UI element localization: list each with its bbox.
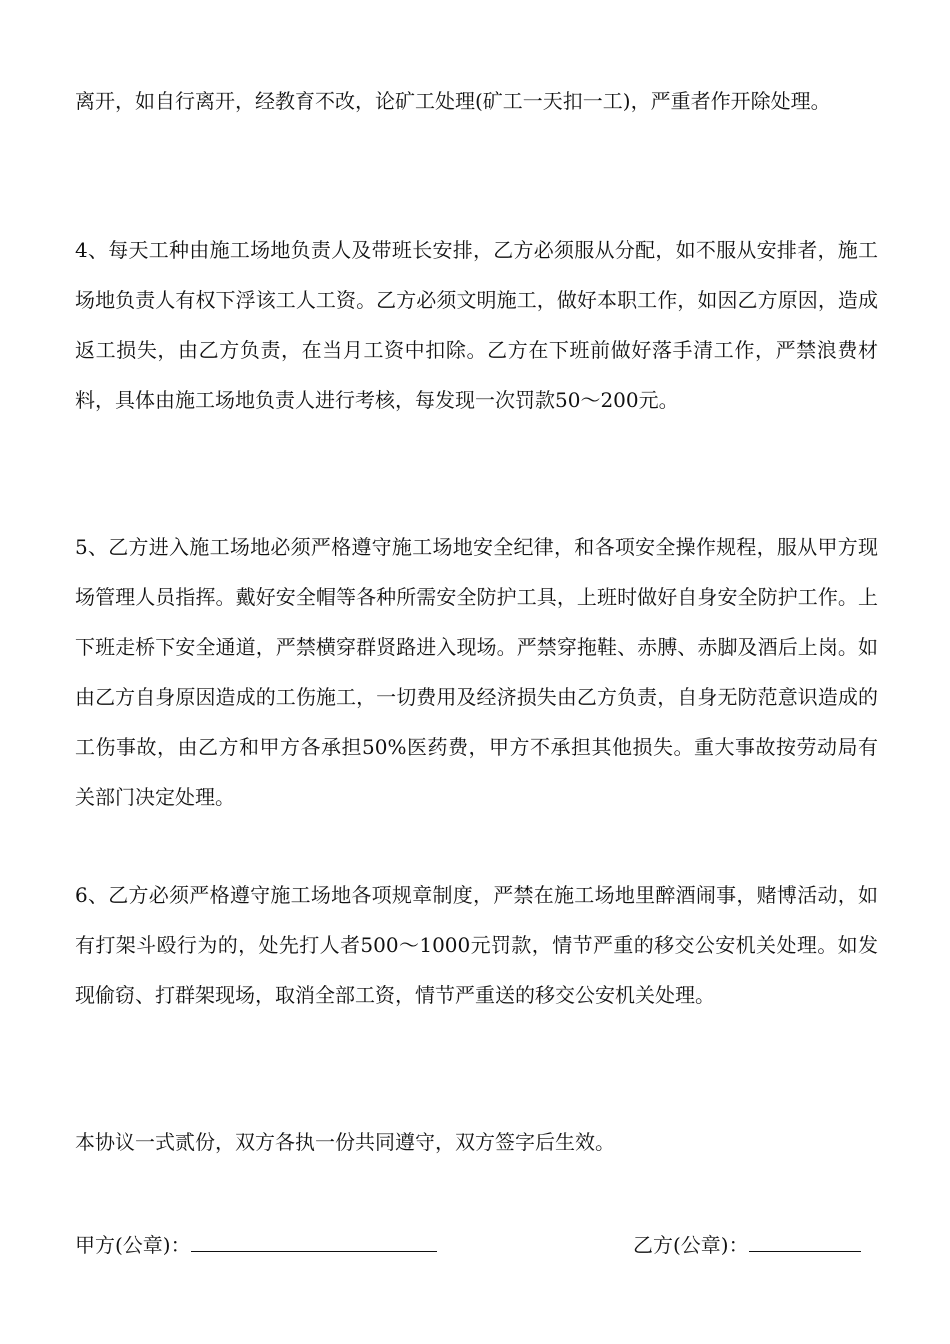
party-a-signature-line — [191, 1225, 437, 1252]
signature-row — [75, 1225, 878, 1265]
paragraph-continuation: 离开，如自行离开，经教育不改，论矿工处理(矿工一天扣一工)，严重者作开除处理。 — [75, 89, 831, 113]
paragraph-clause-5: 5、乙方进入施工场地必须严格遵守施工场地安全纪律，和各项安全操作规程，服从甲方现场管理人员指挥。戴好安全帽等各种所需安全防护工具，上班时做好自身安全防护工作。上下班走桥下安全通道，严禁横穿群贤路进入现场。严禁穿拖鞋、赤膊、赤脚及酒后上岗。如由乙方自身原因造成的工伤施工，一切费用及经济损失由乙方负责，自身无防范意识造成的工伤事故，由乙方和甲方各承担50%医药费，甲方不承担其他损失。重大事故按劳动局有关部门决定处理。 — [75, 535, 878, 809]
party-b-signature — [633, 1225, 861, 1265]
paragraph-agreement-copies: 本协议一式贰份，双方各执一份共同遵守，双方签字后生效。 — [75, 1130, 615, 1154]
paragraph-clause-4: 4、每天工种由施工场地负责人及带班长安排，乙方必须服从分配，如不服从安排者，施工场地负责人有权下浮该工人工资。乙方必须文明施工，做好本职工作，如因乙方原因，造成返工损失，由乙方负责，在当月工资中扣除。乙方在下班前做好落手清工作，严禁浪费材料，具体由施工场地负责人进行考核，每发现一次罚款50～200元。 — [75, 238, 878, 412]
party-a-label: 甲方(公章)： — [75, 1233, 191, 1257]
party-b-signature-line — [749, 1225, 861, 1252]
party-b-label: 乙方(公章)： — [633, 1233, 749, 1257]
paragraph-clause-6: 6、乙方必须严格遵守施工场地各项规章制度，严禁在施工场地里醉酒闹事，赌博活动，如有打架斗殴行为的，处先打人者500～1000元罚款，情节严重的移交公安机关处理。如发现偷窃、打群架现场，取消全部工资，情节严重送的移交公安机关处理。 — [75, 883, 878, 1007]
party-a-signature — [75, 1225, 437, 1265]
